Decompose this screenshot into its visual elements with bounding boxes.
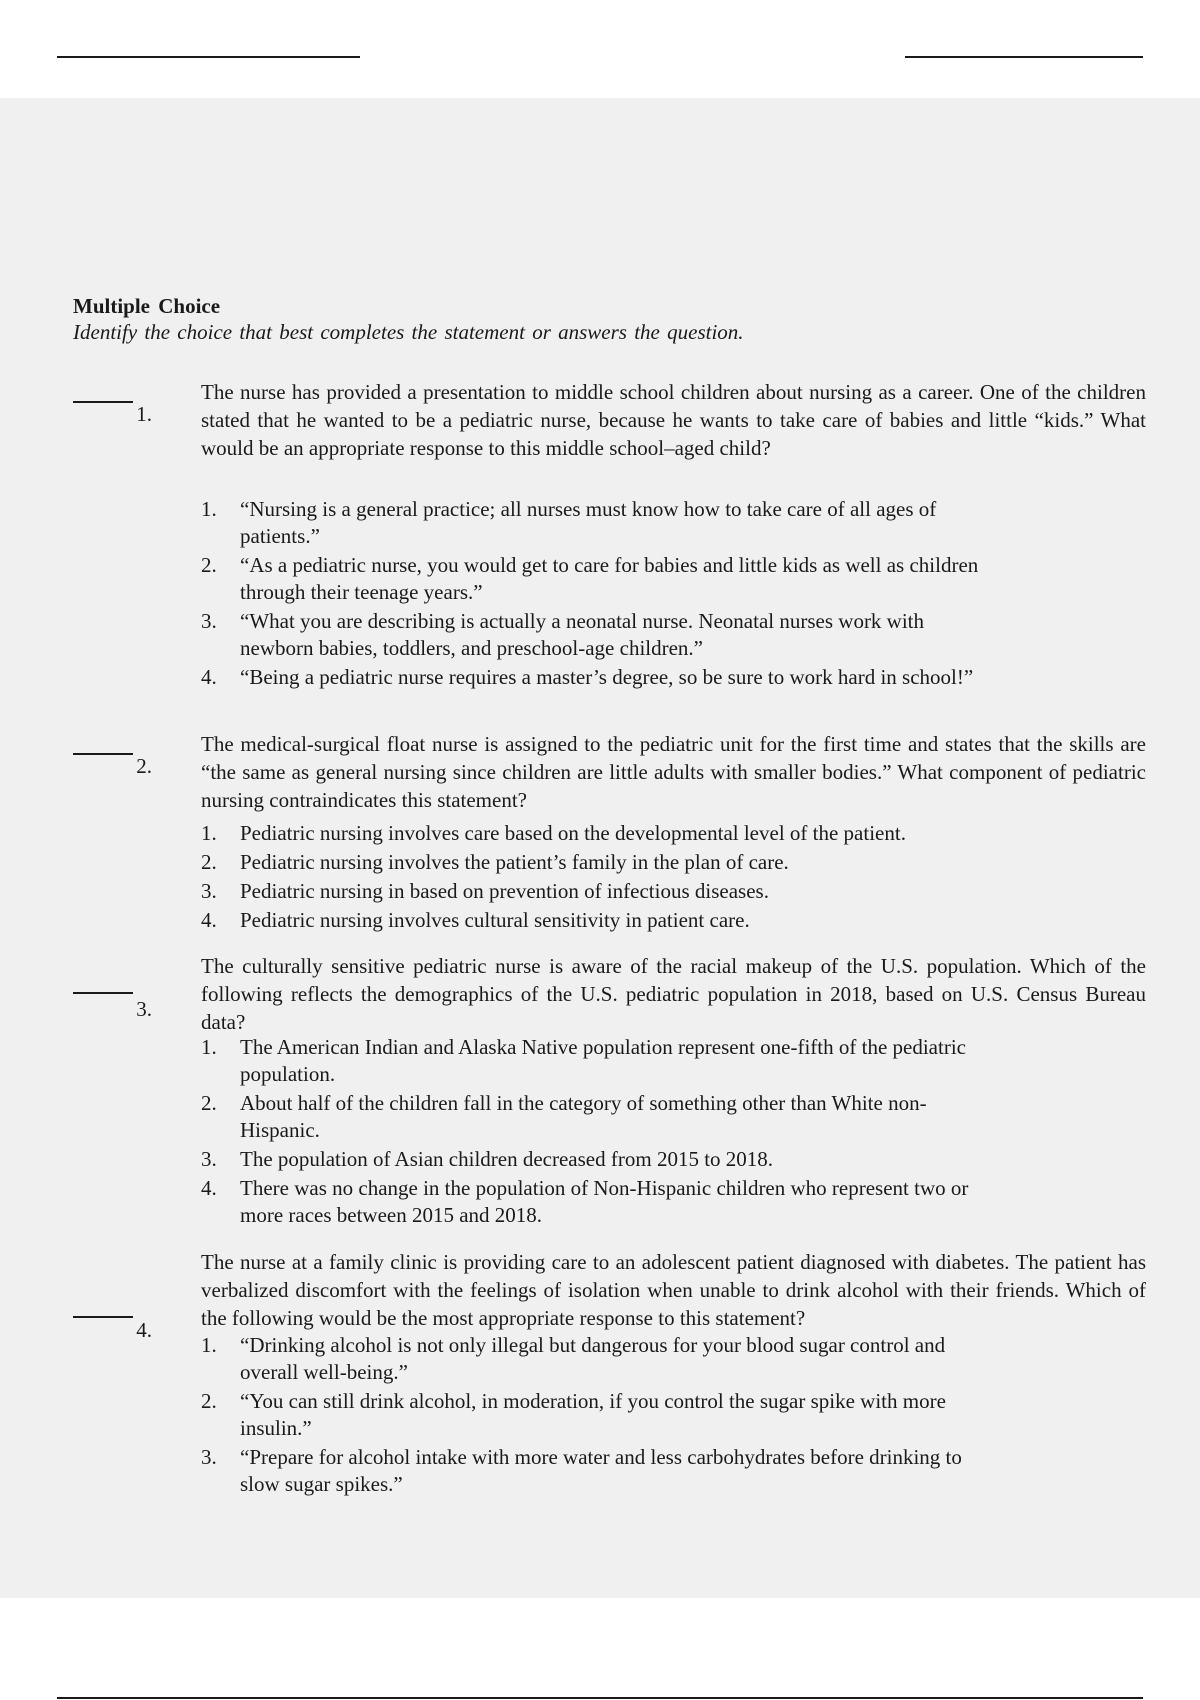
- option-item: 3. The population of Asian children decreased from 2015 to 2018.: [201, 1147, 774, 1171]
- option-item: 2. Pediatric nursing involves the patient’s family in the plan of care.: [201, 850, 789, 874]
- option-item: 3. “What you are describing is actually a neonatal nurse. Neonatal nurses work with newborn babies, toddlers, and preschool-age children.”: [201, 609, 925, 660]
- option-item: 3. “Prepare for alcohol intake with more water and less carbohydrates before drinking to slow sugar spikes.”: [201, 1445, 962, 1496]
- option-item: 1. The American Indian and Alaska Native population represent one-fifth of the pediatric population.: [201, 1035, 966, 1086]
- question-stem: The medical-surgical float nurse is assigned to the pediatric unit for the first time and states that the skills are “the same as general nursing since children are little adults with smaller bodies.” What component of pediatric nursing contraindicates this statement?: [201, 732, 1146, 812]
- answer-blank[interactable]: [73, 992, 133, 994]
- answer-blank[interactable]: [73, 1316, 133, 1318]
- option-item: 1. “Drinking alcohol is not only illegal but dangerous for your blood sugar control and overall well-being.”: [201, 1333, 946, 1384]
- option-item: 4. “Being a pediatric nurse requires a master’s degree, so be sure to work hard in school!”: [201, 665, 974, 689]
- option-list: [201, 1332, 981, 1500]
- option-item: 4. Pediatric nursing involves cultural sensitivity in patient care.: [201, 908, 750, 932]
- option-list: [201, 820, 981, 936]
- section-instructions: Identify the choice that best completes the statement or answers the question.: [73, 320, 744, 344]
- answer-blank[interactable]: [73, 401, 133, 403]
- question-stem: The nurse at a family clinic is providing care to an adolescent patient diagnosed with diabetes. The patient has verbalized discomfort with the feelings of isolation when unable to drink alcohol with their friends. Which of the following would be the most appropriate response to this statement?: [201, 1250, 1146, 1330]
- question-number: 2.: [136, 754, 152, 778]
- option-list: [201, 1034, 981, 1231]
- option-item: 2. “As a pediatric nurse, you would get to care for babies and little kids as well as children through their teenage years.”: [201, 553, 979, 604]
- option-item: 3. Pediatric nursing in based on prevention of infectious diseases.: [201, 879, 769, 903]
- option-item: 2. About half of the children fall in the category of something other than White non- Hispanic.: [201, 1091, 927, 1142]
- answer-blank[interactable]: [73, 753, 133, 755]
- option-list: [201, 496, 981, 693]
- question-number: 4.: [136, 1318, 152, 1342]
- option-item: 1. “Nursing is a general practice; all nurses must know how to take care of all ages of patients.”: [201, 497, 937, 548]
- question-stem: The culturally sensitive pediatric nurse is aware of the racial makeup of the U.S. population. Which of the following reflects the demographics of the U.S. pediatric population in 2018, based on U.S. Census Bureau data?: [201, 954, 1146, 1034]
- option-item: 1. Pediatric nursing involves care based on the developmental level of the patient.: [201, 821, 906, 845]
- section-heading: Multiple Choice: [73, 294, 221, 318]
- header-rule-right: [905, 56, 1143, 58]
- question-number: 1.: [136, 402, 152, 426]
- question-number: 3.: [136, 997, 152, 1021]
- footer-rule: [57, 1697, 1143, 1699]
- option-item: 2. “You can still drink alcohol, in moderation, if you control the sugar spike with more insulin.”: [201, 1389, 946, 1440]
- question-stem: The nurse has provided a presentation to middle school children about nursing as a career. One of the children stated that he wanted to be a pediatric nurse, because he wants to take care of babies and little “kids.” What would be an appropriate response to this middle school–aged child?: [201, 380, 1146, 460]
- option-item: 4. There was no change in the population of Non-Hispanic children who represent two or more races between 2015 and 2018.: [201, 1176, 969, 1227]
- header-rule-left: [57, 56, 360, 58]
